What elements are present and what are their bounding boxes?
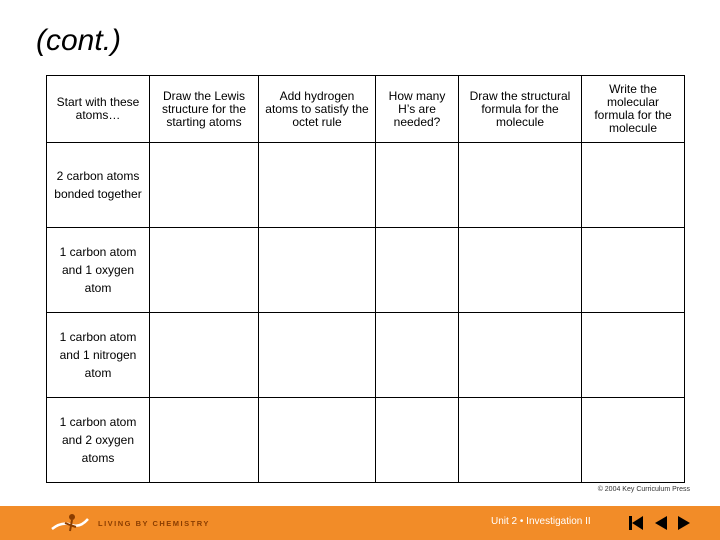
answer-cell[interactable] xyxy=(459,143,582,228)
answer-cell[interactable] xyxy=(150,228,259,313)
row-label: 1 carbon atom and 1 oxygen atom xyxy=(47,228,150,313)
previous-slide-button[interactable] xyxy=(654,514,668,532)
next-slide-icon xyxy=(677,516,691,530)
worksheet-table xyxy=(46,75,685,483)
answer-cell[interactable] xyxy=(459,398,582,483)
header-cell-how-many-h: How many H’s are needed? xyxy=(376,76,459,143)
chemistry-logo-icon xyxy=(50,511,90,535)
copyright-notice: © 2004 Key Curriculum Press xyxy=(597,486,690,493)
answer-cell[interactable] xyxy=(259,228,376,313)
answer-cell[interactable] xyxy=(459,228,582,313)
answer-cell[interactable] xyxy=(259,313,376,398)
first-slide-button[interactable] xyxy=(628,514,644,532)
answer-cell[interactable] xyxy=(459,313,582,398)
answer-cell[interactable] xyxy=(582,143,685,228)
unit-investigation-label: Unit 2 • Investigation II xyxy=(491,516,591,527)
logo xyxy=(50,511,210,535)
first-slide-icon xyxy=(628,516,644,530)
answer-cell[interactable] xyxy=(376,313,459,398)
table-row xyxy=(47,398,685,483)
answer-cell[interactable] xyxy=(150,143,259,228)
slide-title: (cont.) xyxy=(36,24,122,57)
answer-cell[interactable] xyxy=(259,398,376,483)
answer-cell[interactable] xyxy=(582,313,685,398)
header-cell-add-hydrogen: Add hydrogen atoms to satisfy the octet rule xyxy=(259,76,376,143)
next-slide-button[interactable] xyxy=(677,514,691,532)
logo-text: LIVING BY CHEMISTRY xyxy=(98,518,210,528)
answer-cell[interactable] xyxy=(376,398,459,483)
header-cell-lewis: Draw the Lewis structure for the starting atoms xyxy=(150,76,259,143)
answer-cell[interactable] xyxy=(376,143,459,228)
answer-cell[interactable] xyxy=(150,398,259,483)
row-label: 1 carbon atom and 1 nitrogen atom xyxy=(47,313,150,398)
answer-cell[interactable] xyxy=(582,398,685,483)
header-cell-molecular-formula: Write the molecular formula for the molecule xyxy=(582,76,685,143)
row-label: 2 carbon atoms bonded together xyxy=(47,143,150,228)
answer-cell[interactable] xyxy=(259,143,376,228)
table-row xyxy=(47,143,685,228)
answer-cell[interactable] xyxy=(150,313,259,398)
table-row xyxy=(47,313,685,398)
table-header-row xyxy=(47,76,685,143)
table-row xyxy=(47,228,685,313)
header-cell-start-atoms: Start with these atoms… xyxy=(47,76,150,143)
footer-bar xyxy=(0,506,720,540)
answer-cell[interactable] xyxy=(376,228,459,313)
previous-slide-icon xyxy=(654,516,668,530)
row-label: 1 carbon atom and 2 oxygen atoms xyxy=(47,398,150,483)
answer-cell[interactable] xyxy=(582,228,685,313)
header-cell-structural-formula: Draw the structural formula for the molecule xyxy=(459,76,582,143)
